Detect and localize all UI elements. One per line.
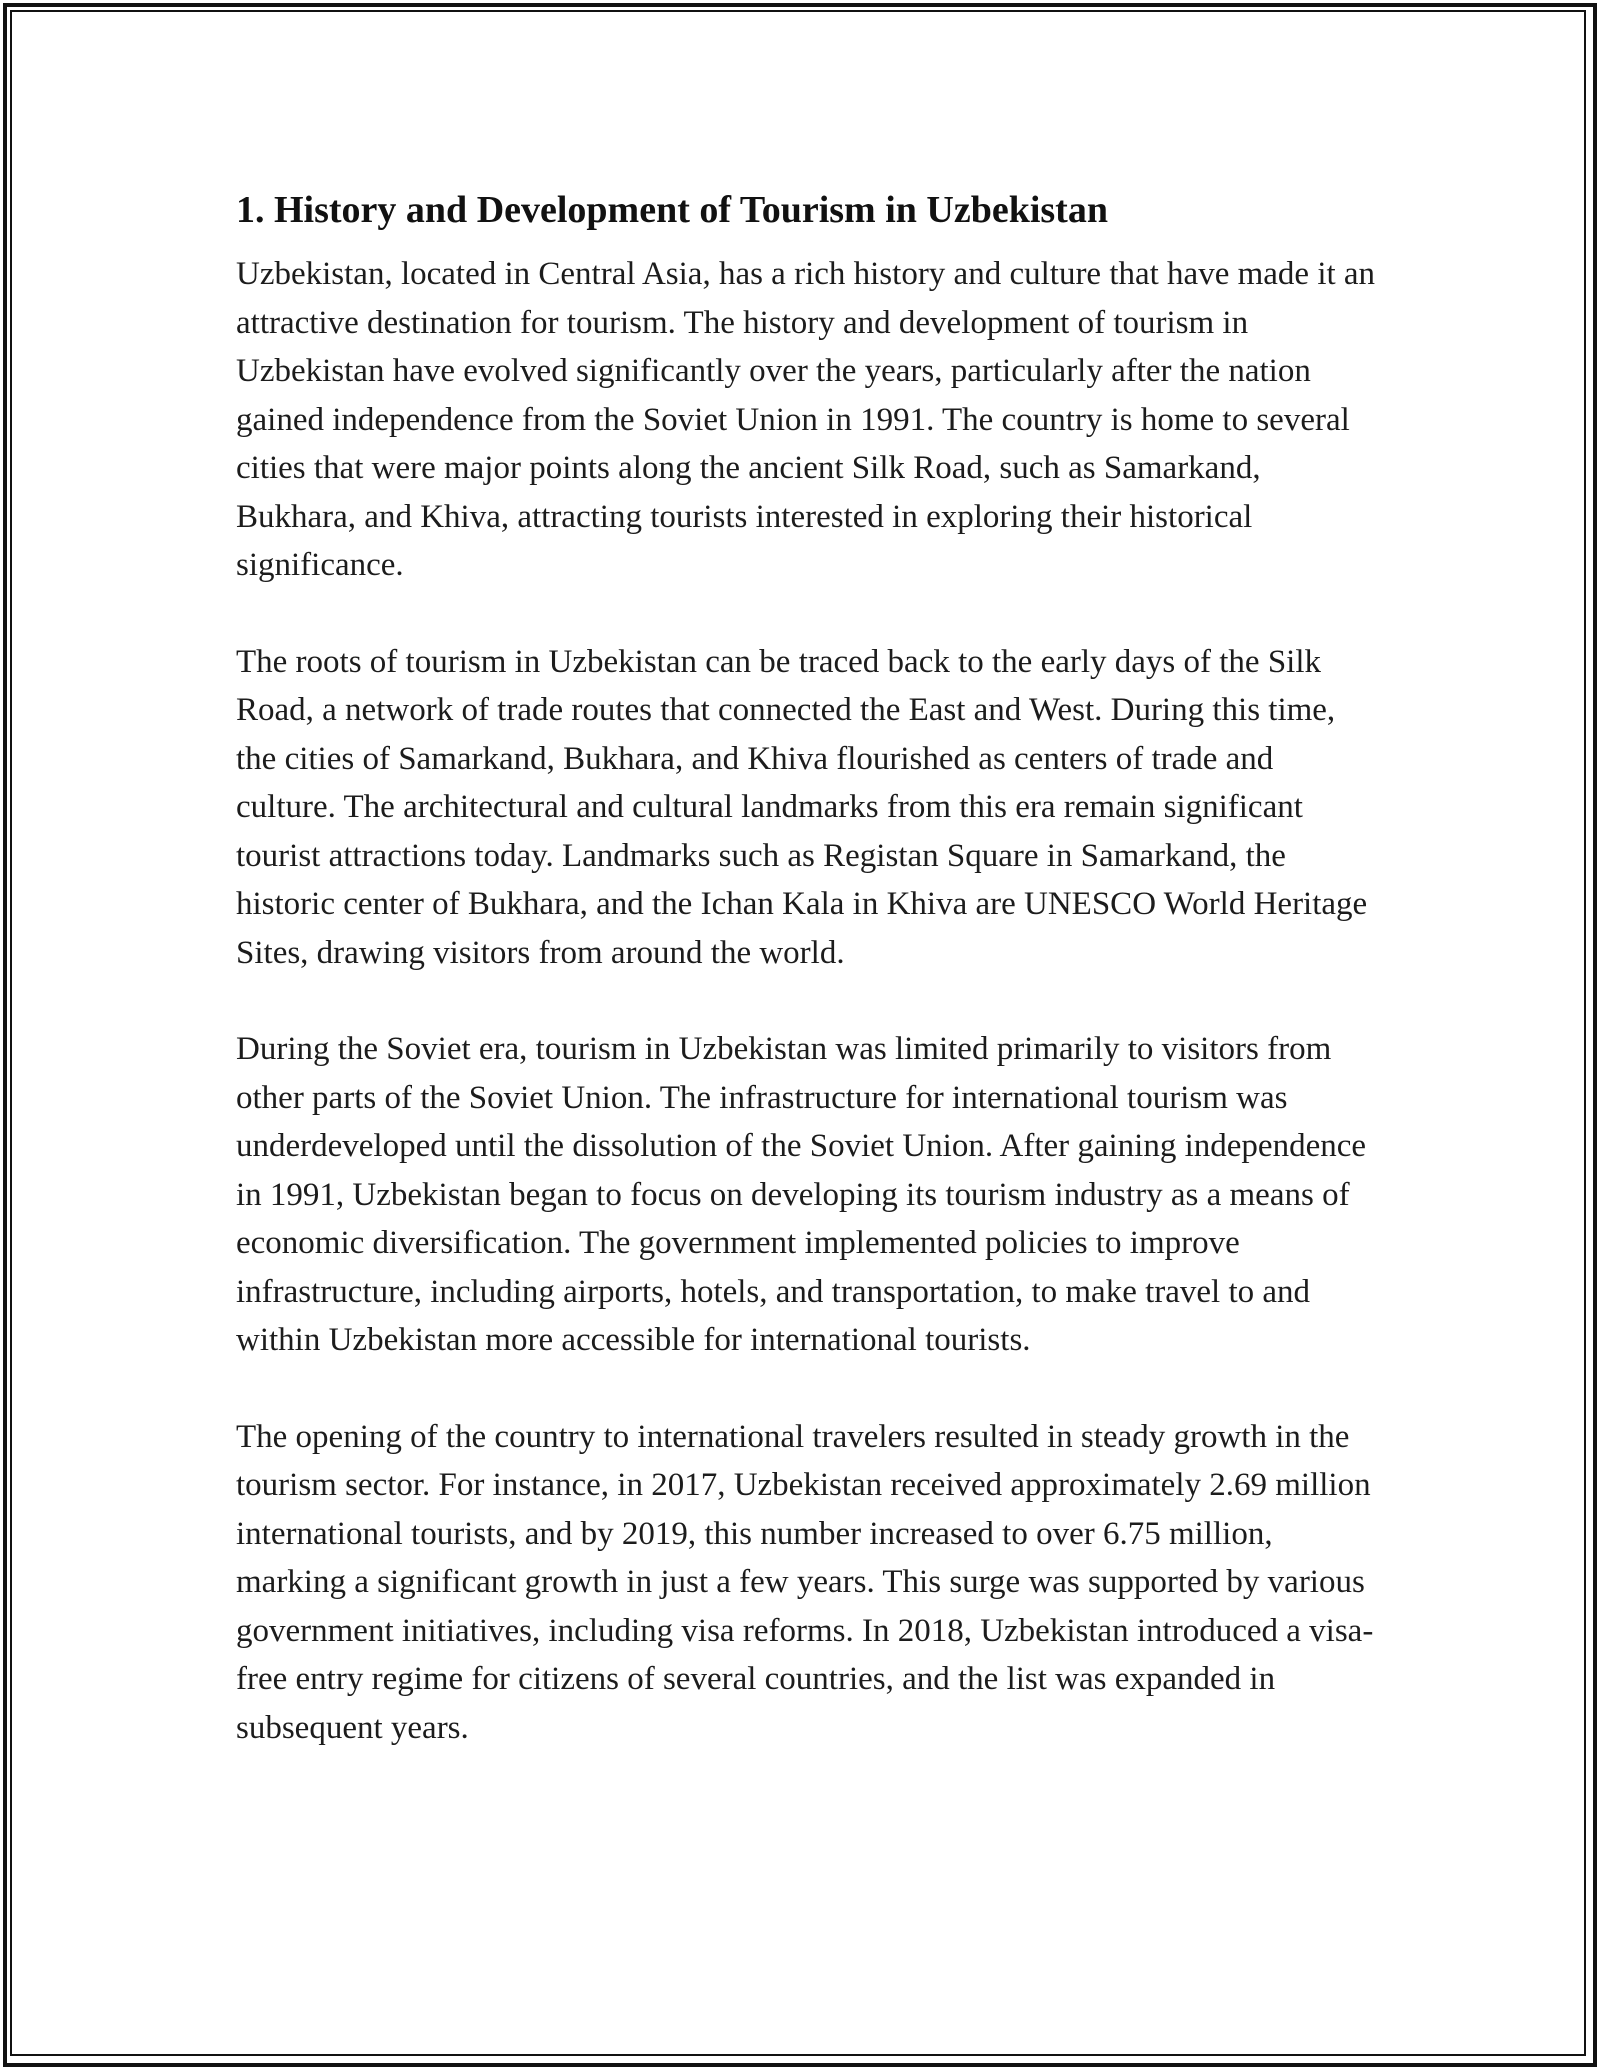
paragraph-soviet-era: During the Soviet era, tourism in Uzbekistan was limited primarily to visitors from other parts of the Soviet Union. The infrastructure for international tourism was underdeveloped until the dissolution of the Soviet Union. After gaining independence in 1991, Uzbekistan began to focus on developing its tourism industry as a means of economic diversification. The government implemented policies to improve infrastructure, including airports, hotels, and transportation, to make travel to and within Uzbekistan more accessible for international tourists. xyxy=(236,1031,1367,1358)
paragraph-silk-road: The roots of tourism in Uzbekistan can be traced back to the early days of the Silk Road, a network of trade routes that connected the East and West. During this time, the cities of Samarkand, Bukhara, and Khiva flourished as centers of trade and culture. The architectural and cultural landmarks from this era remain significant tourist attractions today. Landmarks such as Registan Square in Samarkand, the historic center of Bukhara, and the Ichan Kala in Khiva are UNESCO World Heritage Sites, drawing visitors from around the world. xyxy=(236,643,1368,971)
paragraph-growth: The opening of the country to international travelers resulted in steady growth in the tourism sector. For instance, in 2017, Uzbekistan received approximately 2.69 million international tourists, and by 2019, this number increased to over 6.75 million, marking a significant growth in just a few years. This surge was supported by various government initiatives, including visa reforms. In 2018, Uzbekistan introduced a visa-free entry regime for citizens of several countries, and the list was expanded in subsequent years. xyxy=(236,1418,1374,1746)
paragraph-intro: Uzbekistan, located in Central Asia, has a rich history and culture that have made it an attractive destination for tourism. The history and development of tourism in Uzbekistan have evolved significantly over the years, particularly after the nation gained independence from the Soviet Union in 1991. The country is home to several cities that were major points along the ancient Silk Road, such as Samarkand, Bukhara, and Khiva, attracting tourists interested in exploring their historical significance. xyxy=(236,256,1376,583)
document-body xyxy=(236,186,1376,1800)
section-heading: 1. History and Development of Tourism in Uzbekistan xyxy=(236,189,1108,231)
